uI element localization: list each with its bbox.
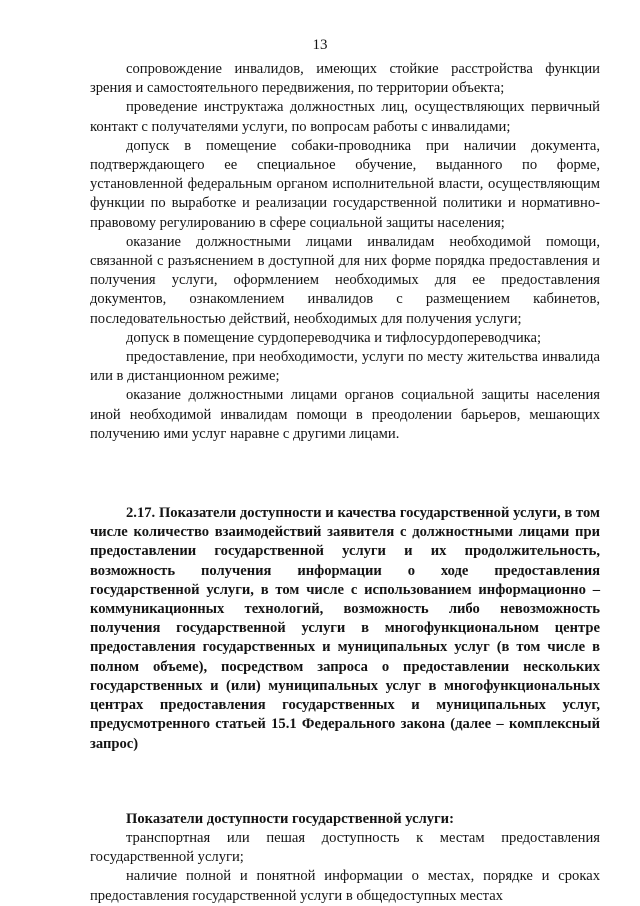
- paragraph: предоставление, при необходимости, услуги по месту жительства инвалида или в дистанционном режиме;: [90, 349, 600, 385]
- paragraph: оказание должностными лицами органов социальной защиты населения иной необходимой инвалидам помощи в преодолении барьеров, мешающих получению ими услуг наравне с другими лицами.: [90, 387, 600, 442]
- document-body: [90, 60, 600, 906]
- paragraph: проведение инструктажа должностных лиц, осуществляющих первичный контакт с получателями услуги, по вопросам работы с инвалидами;: [90, 99, 600, 135]
- page-number: 13: [312, 37, 328, 53]
- paragraph: допуск в помещение собаки-проводника при наличии документа, подтверждающего ее специальное обучение, выданного по форме, установленной федеральным органом исполнительной власти, осуществляющим функции по выработке и реализации государственной политики и нормативно-правовому регулированию в сфере социальной защиты населения;: [90, 137, 600, 231]
- spacer: [90, 754, 600, 810]
- section-heading: 2.17. Показатели доступности и качества государственной услуги, в том числе количество взаимодействий заявителя с должностными лицами при предоставлении государственной услуги и их продолжительность, возможность получения информации о ходе предоставления государственной услуги, в том числе с использованием информационно – коммуникационных технологий, возможность либо невозможность получения государственной услуги в многофункциональном центре предоставления государственных и муниципальных услуг (в том числе в полном объеме), посредством запроса о предоставлении нескольких государственных и (или) муниципальных услуг в многофункциональных центрах предоставления государственных и муниципальных услуг, предусмотренного статьей 15.1 Федерального закона (далее – комплексный запрос): [90, 505, 600, 752]
- paragraph: допуск в помещение сурдопереводчика и тифлосурдопереводчика;: [126, 329, 542, 346]
- paragraph: сопровождение инвалидов, имеющих стойкие расстройства функции зрения и самостоятельного передвижения, по территории объекта;: [90, 61, 600, 97]
- spacer: [90, 444, 600, 504]
- paragraph: оказание должностными лицами инвалидам необходимой помощи, связанной с разъяснением в доступной для них форме порядка предоставления и получения услуги, оформлением необходимых для ее предоставления документов, ознакомлением инвалидов с размещением кабинетов, последовательностью действий, необходимых для получения услуги;: [90, 233, 600, 327]
- paragraph: транспортная или пешая доступность к местам предоставления государственной услуги;: [90, 829, 600, 866]
- paragraph: наличие полной и понятной информации о местах, порядке и сроках предоставления государственной услуги в общедоступных местах: [90, 868, 600, 904]
- subheading: Показатели доступности государственной услуги:: [126, 810, 454, 827]
